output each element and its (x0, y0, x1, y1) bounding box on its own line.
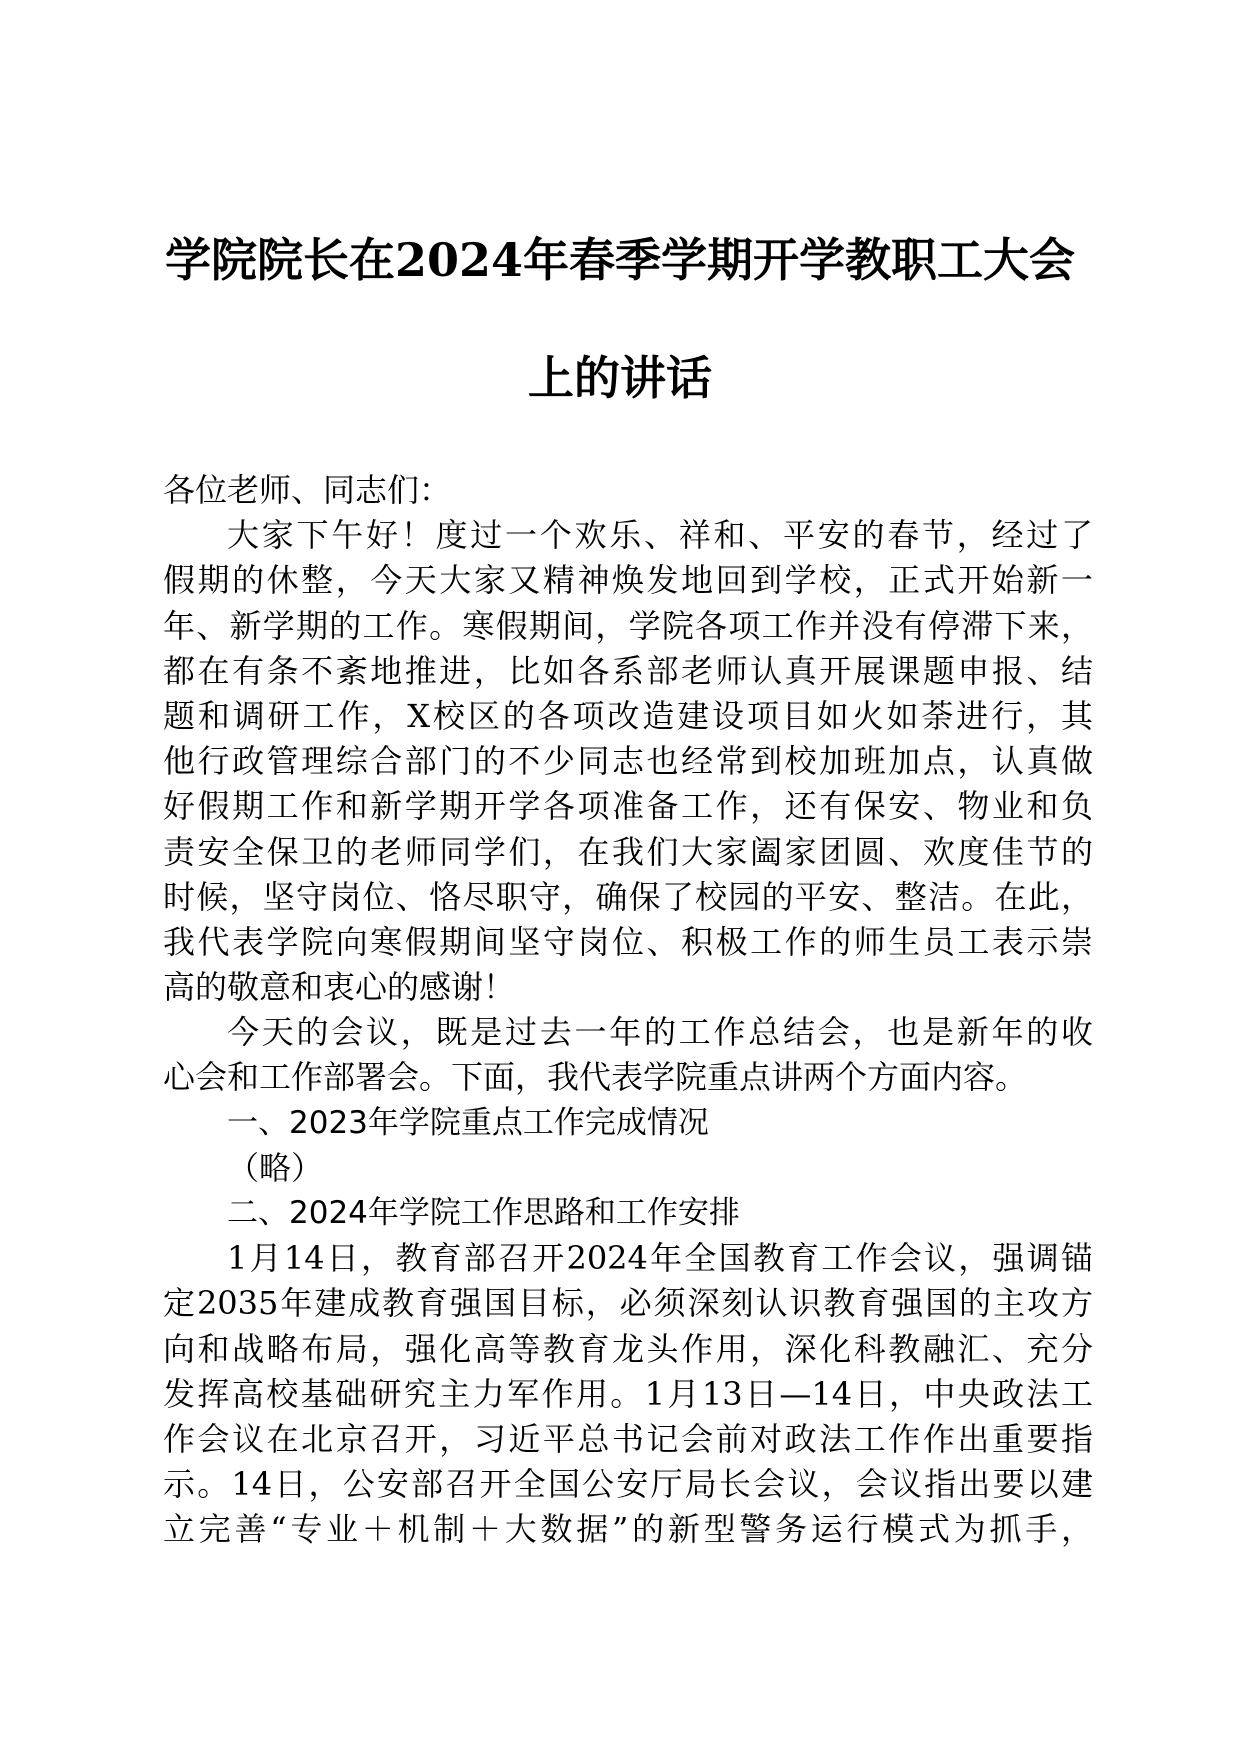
omitted-note: （略） (227, 1148, 324, 1187)
paragraph-3-line: 立完善“专业＋机制＋大数据”的新型警务运行模式为抓手， (163, 1510, 1093, 1549)
paragraph-1-line: 责安全保卫的老师同学们，在我们大家阖家团圆、欢度佳节的 (163, 832, 1093, 871)
paragraph-2-line: 今天的会议，既是过去一年的工作总结会，也是新年的收 (227, 1013, 1093, 1052)
paragraph-1-line: 好假期工作和新学期开学各项准备工作，还有保安、物业和负 (163, 787, 1093, 826)
paragraph-1-line: 我代表学院向寒假期间坚守岗位、积极工作的师生员工表示崇 (163, 922, 1093, 961)
paragraph-1-line: 题和调研工作，X校区的各项改造建设项目如火如荼进行，其 (163, 696, 1093, 735)
salutation: 各位老师、同志们： (163, 471, 452, 509)
paragraph-2-line: 心会和工作部署会。下面，我代表学院重点讲两个方面内容。 (163, 1058, 1028, 1097)
paragraph-1-line: 假期的休整，今天大家又精神焕发地回到学校，正式开始新一 (163, 561, 1093, 600)
document-body (163, 468, 1093, 1553)
document-title-line-2: 上的讲话 (528, 351, 712, 405)
paragraph-3-line: 作会议在北京召开，习近平总书记会前对政法工作作出重要指 (163, 1419, 1093, 1458)
paragraph-1-line: 大家下午好！度过一个欢乐、祥和、平安的春节，经过了 (227, 516, 1093, 555)
paragraph-1-line: 高的敬意和衷心的感谢！ (163, 968, 516, 1007)
section-heading-2: 二、2024年学院工作思路和工作安排 (227, 1195, 740, 1231)
document-title-line-1: 学院院长在2024年春季学期开学教职工大会 (164, 233, 1076, 287)
paragraph-1-line: 他行政管理综合部门的不少同志也经常到校加班加点，认真做 (163, 742, 1093, 781)
paragraph-3-line: 1月14日，教育部召开2024年全国教育工作会议，强调锚 (227, 1239, 1093, 1278)
paragraph-1-line: 年、新学期的工作。寒假期间，学院各项工作并没有停滞下来， (163, 606, 1093, 645)
paragraph-3-line: 发挥高校基础研究主力军作用。1月13日—14日，中央政法工 (163, 1374, 1093, 1413)
paragraph-1-line: 都在有条不紊地推进，比如各系部老师认真开展课题申报、结 (163, 651, 1093, 690)
section-heading-1: 一、2023年学院重点工作完成情况 (227, 1104, 709, 1141)
paragraph-3-line: 定2035年建成教育强国目标，必须深刻认识教育强国的主攻方 (163, 1284, 1093, 1323)
paragraph-3-line: 示。14日，公安部召开全国公安厅局长会议，会议指出要以建 (163, 1465, 1093, 1504)
paragraph-1-line: 时候，坚守岗位、恪尽职守，确保了校园的平安、整洁。在此， (163, 877, 1093, 916)
paragraph-3-line: 向和战略布局，强化高等教育龙头作用，深化科教融汇、充分 (163, 1329, 1093, 1368)
